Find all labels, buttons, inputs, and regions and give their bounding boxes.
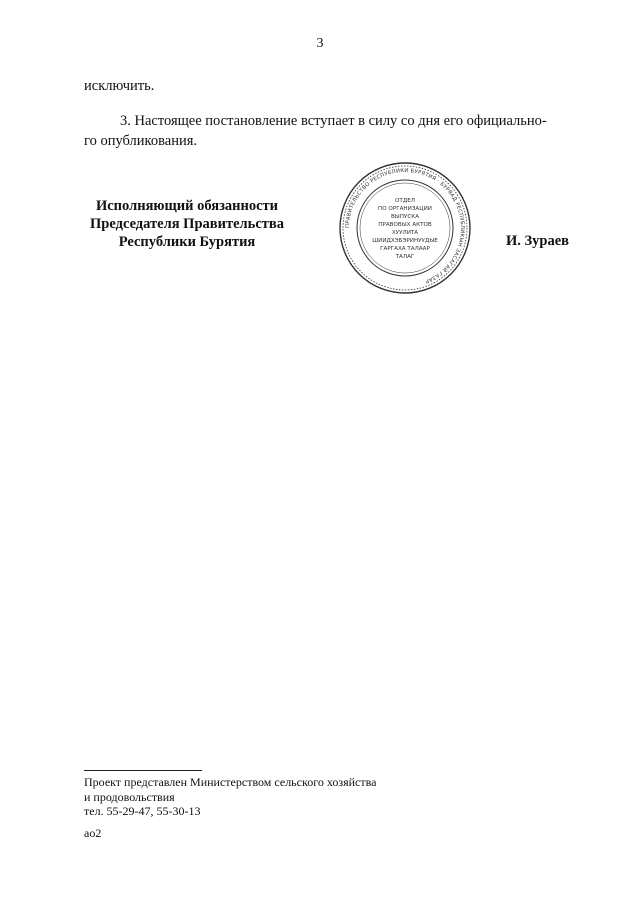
signer-position (84, 197, 290, 251)
footer-line-1: Проект представлен Министерством сельского хозяйства (84, 775, 377, 789)
signer-name: И. Зураев (506, 233, 570, 249)
page-number: 3 (316, 36, 324, 51)
seal-line-2: ПО ОРГАНИЗАЦИИ (378, 206, 432, 212)
seal-line-4: ПРАВОВЫХ АКТОВ (378, 222, 432, 228)
document-code: ао2 (84, 826, 102, 840)
signer-position-line-1: Исполняющий обязанности (95, 198, 279, 214)
paragraph-end-text: исключить. (84, 78, 155, 94)
seal-line-6: ШИИДХЭБЭРИНУУДЫЕ (372, 238, 438, 244)
seal-outer-text: ПРАВИТЕЛЬСТВО РЕСПУБЛИКИ БУРЯТИЯ · БУРЯАД РЕСПУБЛИКЫН ЗАСАГАЙ ГАЗАР (344, 167, 466, 285)
footer-divider (84, 770, 202, 771)
signer-position-line-3: Республики Бурятия (118, 234, 256, 250)
signer-position-line-2: Председателя Правительства (90, 216, 284, 232)
seal-line-7: ГАРГАХА ТАЛААР (380, 246, 430, 252)
footer-line-3: тел. 55-29-47, 55-30-13 (84, 804, 201, 818)
official-seal (338, 161, 472, 295)
paragraph-3-line-2: го опубликования. (84, 133, 198, 149)
seal-line-1: ОТДЕЛ (395, 198, 415, 204)
seal-line-3: ВЫПУСКА (390, 214, 420, 220)
seal-line-8: ТАЛАГ (395, 254, 415, 260)
paragraph-3-line-1: 3. Настоящее постановление вступает в силу со дня его официально- (120, 113, 547, 129)
seal-line-5: ХУУЛИТА (391, 230, 419, 236)
paragraph-3 (84, 111, 584, 151)
footer-note (84, 775, 376, 819)
footer-line-2: и продовольствия (84, 789, 175, 804)
